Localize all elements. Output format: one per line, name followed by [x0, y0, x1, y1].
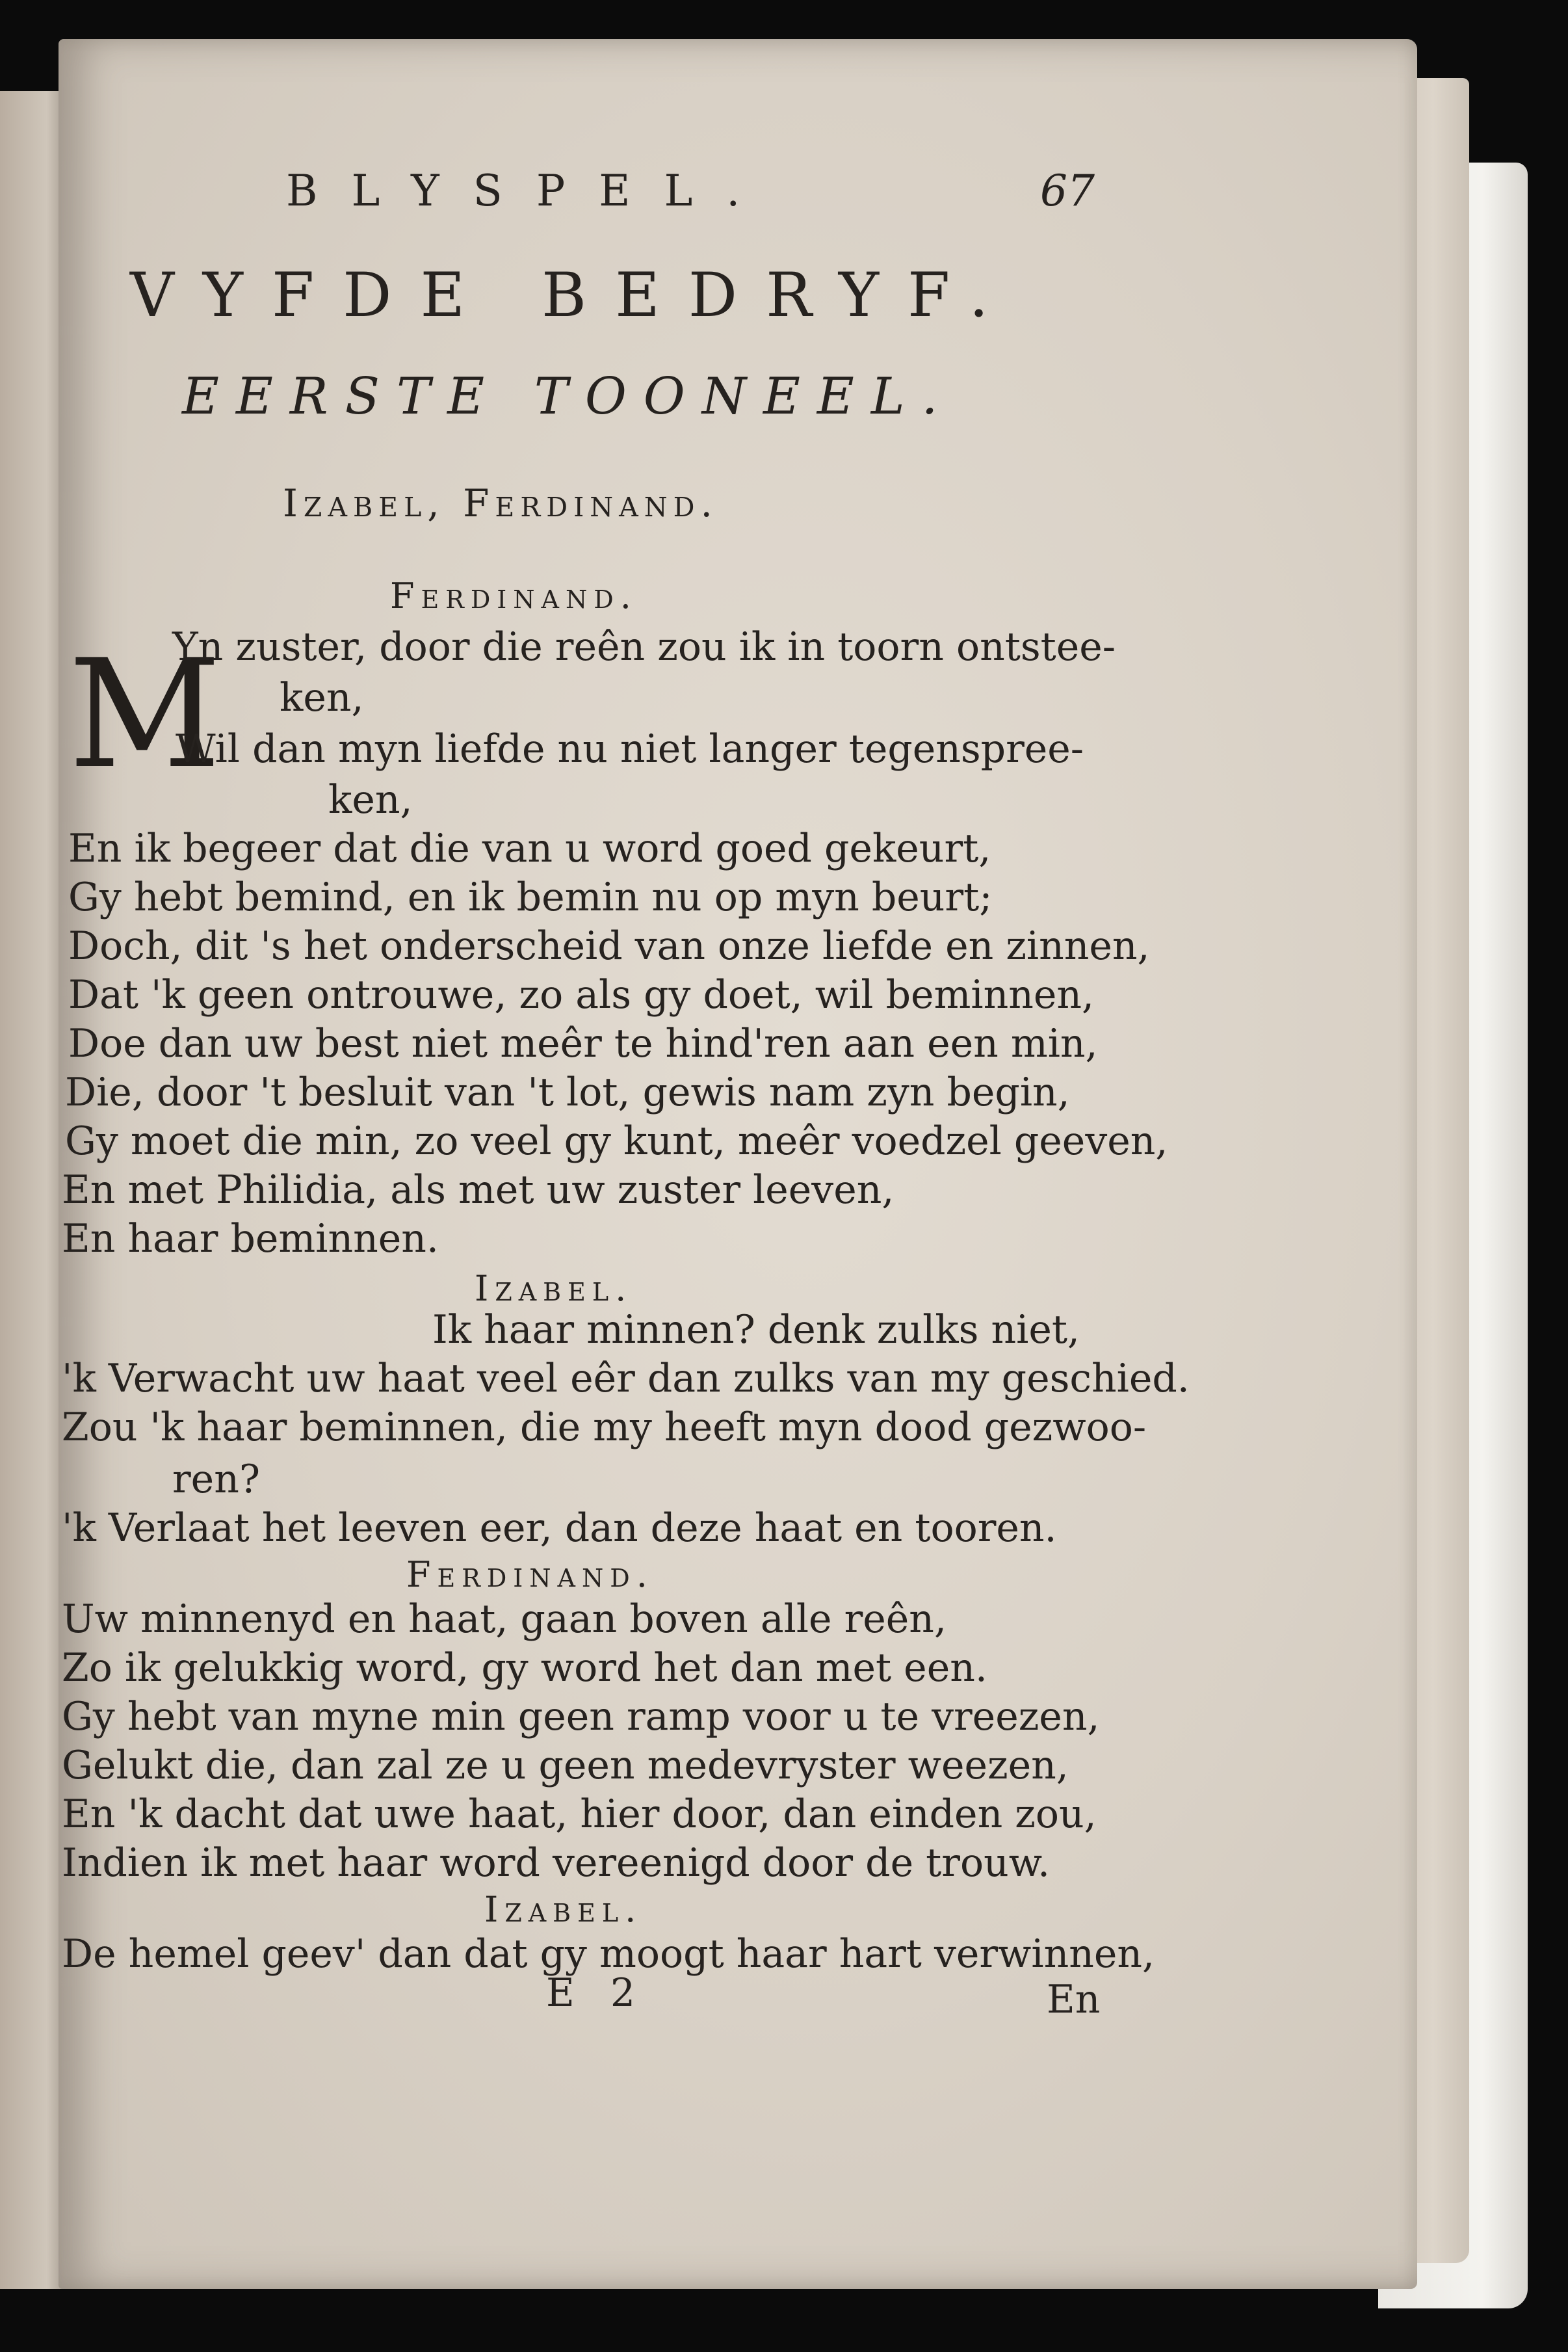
act-title: VYFDE BEDRYF.	[130, 260, 1017, 331]
verse-line: Zou 'k haar beminnen, die my heeft myn dood gezwoo-	[62, 1405, 1147, 1450]
catchword: En	[1047, 1977, 1101, 2022]
persons-list: Izabel, Ferdinand.	[283, 481, 718, 525]
verse-line: Uw minnenyd en haat, gaan boven alle reên,	[62, 1596, 947, 1642]
verse-line: En ik begeer dat die van u word goed gekeurt,	[68, 826, 991, 871]
verse-line: Doch, dit 's het onderscheid van onze liefde en zinnen,	[68, 923, 1150, 969]
verse-line: Zo ik gelukkig word, gy word het dan met een.	[62, 1645, 987, 1691]
verse-line: De hemel geev' dan dat gy moogt haar hart verwinnen,	[62, 1931, 1155, 1977]
verse-line: En met Philidia, als met uw zuster leeven,	[62, 1167, 895, 1213]
verse-line: Wil dan myn liefde nu niet langer tegenspree-	[176, 726, 1084, 772]
printer-signature: E 2	[546, 1970, 647, 2016]
verse-line: Gelukt die, dan zal ze u geen medevryster weezen,	[62, 1743, 1069, 1788]
speaker-name: Izabel.	[475, 1268, 633, 1309]
verse-line: ren?	[172, 1457, 260, 1502]
speaker-name: Izabel.	[484, 1889, 643, 1930]
verse-line: ken,	[280, 675, 364, 720]
verse-line: Ik haar minnen? denk zulks niet,	[432, 1307, 1080, 1353]
verse-line: En haar beminnen.	[62, 1216, 439, 1262]
verse-line: Dat 'k geen ontrouwe, zo als gy doet, wil beminnen,	[68, 972, 1095, 1018]
verse-line: Die, door 't besluit van 't lot, gewis nam zyn begin,	[65, 1070, 1070, 1115]
verse-line: Doe dan uw best niet meêr te hind'ren aan een min,	[68, 1021, 1098, 1066]
drop-cap: M	[68, 628, 222, 802]
verse-line: En 'k dacht dat uwe haat, hier door, dan einden zou,	[62, 1791, 1097, 1837]
verse-line: 'k Verwacht uw haat veel eêr dan zulks van my geschied.	[62, 1356, 1190, 1401]
verse-line: Gy moet die min, zo veel gy kunt, meêr voedzel geeven,	[65, 1118, 1168, 1164]
verse-line: 'k Verlaat het leeven eer, dan deze haat en tooren.	[62, 1505, 1057, 1551]
page-number: 67	[1040, 166, 1095, 216]
speaker-name: Ferdinand.	[406, 1554, 654, 1595]
verse-line: Gy hebt van myne min geen ramp voor u te vreezen,	[62, 1694, 1100, 1739]
verse-line: ken,	[328, 777, 413, 823]
running-title: BLYSPEL.	[286, 166, 774, 216]
verse-line: Indien ik met haar word vereenigd door de trouw.	[62, 1840, 1051, 1886]
verse-line: Yn zuster, door die reên zou ik in toorn ontsteе-	[172, 624, 1116, 670]
verse-line: Gy hebt bemind, en ik bemin nu op myn beurt;	[68, 875, 993, 920]
speaker-name: Ferdinand.	[390, 575, 638, 616]
scene-title: EERSTE TOONEEL.	[182, 367, 955, 426]
